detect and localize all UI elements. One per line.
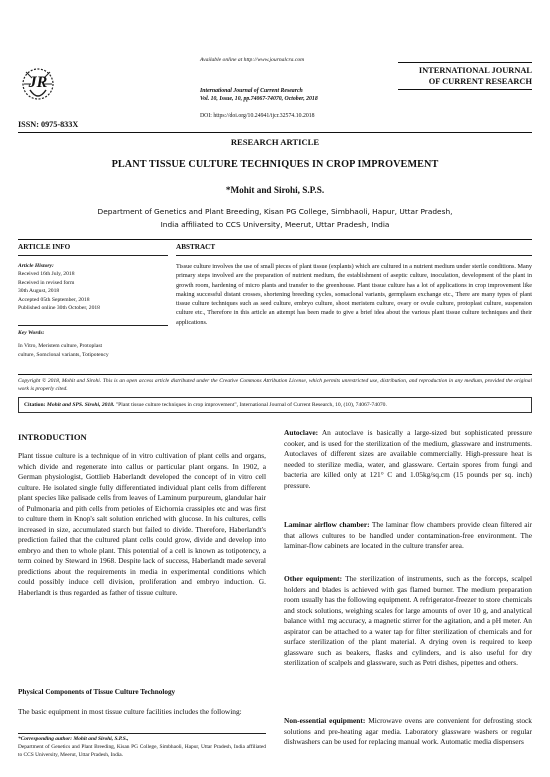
- logo-letters: JR: [28, 74, 48, 91]
- revised-label: Received in revised form: [18, 279, 75, 286]
- abstract-bottom-rule: [18, 374, 532, 375]
- abstract-text: Tissue culture involves the use of small pieces of plant tissue (explants) which are cultured in a nutrient medium under sterile conditions. Many primary steps involved are the preparation of nutrient medium, the establishment of aseptic culture, inoculation, development of the plant in growth room, hardening of micro plants and transfer to the greenhouse. Plant tissue culture has a lot of applications in crop improvement like making successful distant crosses, shortening breeding cycles, somaclonal variants, germplasm exchange etc., There are many types of plant tissue culture techniques such as seed culture, embryo culture, shoot meristem culture, ovary or ovule culture, protoplast culture, suspension culture etc., Therefore in this article an attempt has been made to give a brief idea about the various plant tissue culture techniques and their applications.: [176, 263, 532, 326]
- revised-date: 30th August, 2018: [18, 288, 60, 295]
- corresponding-author-footnote: [18, 736, 266, 759]
- paper-title: PLANT TISSUE CULTURE TECHNIQUES IN CROP IMPROVEMENT: [111, 159, 439, 170]
- laminar-text: The laminar flow chambers provide clean filtered air that allows cultures to be handled under contamination-free environment. The laminar-flow cabinets are located in the culture transfer area.: [284, 520, 533, 551]
- header-divider: [18, 132, 532, 133]
- abstract-heading: ABSTRACT: [176, 243, 216, 251]
- keywords-label: Key Words:: [18, 330, 45, 336]
- copyright-notice: Copyright © 2018, Mohit and Sirohi. This is an open access article distributed under the Creative Commons Attribution License, which permits unrestricted use, distribution, and reproduction in any medium, provided the original work is properly cited.: [18, 378, 532, 392]
- journal-box-line1: INTERNATIONAL JOURNAL: [418, 66, 532, 75]
- doi-line[interactable]: DOI: https://doi.org/10.24941/ijcr.32574.10.2018: [200, 113, 315, 119]
- physical-components-heading: Physical Components of Tissue Culture Technology: [18, 688, 176, 696]
- nonessential-paragraph: [284, 716, 532, 748]
- authors: *Mohit and Sirohi, S.P.S.: [225, 185, 325, 195]
- journal-name: International Journal of Current Research: [200, 88, 303, 94]
- nonessential-text: Microwave ovens are convenient for defrosting stock solutions and pre-heating agar media. Laboratory glassware washers or regular dishwashers can be used for replacing manual work. Automatic media dispensers: [284, 716, 532, 747]
- other-equipment-label: Other equipment:: [284, 574, 343, 583]
- footnote-affiliation: Department of Genetics and Plant Breeding, Kisan PG College, Simbhaoli, Hapur, Uttar Pradesh, India affiliated to CCS University, Meerut, Uttar Pradesh, India.: [18, 743, 266, 758]
- accepted-date: Accepted 05th September, 2018: [18, 296, 90, 303]
- footnote-author: *Corresponding author: Mohit and Sirohi, S.P.S.,: [18, 736, 129, 742]
- citation-box: [18, 397, 532, 413]
- journal-citation-line: [200, 88, 390, 103]
- article-type: RESEARCH ARTICLE: [230, 137, 320, 147]
- laminar-label: Laminar airflow chamber:: [284, 520, 370, 529]
- keywords-block: [18, 329, 168, 359]
- info-top-rule: [18, 239, 532, 240]
- published-date: Published online 30th October, 2018: [18, 304, 100, 311]
- nonessential-label: Non-essential equipment:: [284, 716, 366, 725]
- journal-name-box: [398, 62, 532, 90]
- article-info-heading: ARTICLE INFO: [18, 243, 71, 251]
- issn: ISSN: 0975-833X: [18, 120, 79, 129]
- laminar-paragraph: [284, 520, 532, 552]
- footnote-rule: [18, 733, 266, 734]
- citation-authors: Mohit and SPS. Sirohi, 2018.: [46, 402, 115, 408]
- citation-text: "Plant tissue culture techniques in crop improvement", International Journal of Current Research, 10, (10), 74067-74070.: [115, 402, 387, 408]
- journal-box-line2: OF CURRENT RESEARCH: [428, 76, 532, 86]
- history-label: Article History:: [18, 263, 54, 269]
- volume-line: Vol. 10, Issue, 10, pp.74067-74070, October, 2018: [200, 95, 318, 102]
- autoclave-paragraph: [284, 428, 532, 491]
- keywords-line1: In Vitro, Meristem culture, Protoplast: [18, 343, 103, 350]
- affiliation-line1: Department of Genetics and Plant Breeding, Kisan PG College, Simbhaoli, Hapur, Uttar Pradesh,: [97, 207, 453, 216]
- other-equipment-text: The sterilization of instruments, such as the forceps, scalpel holders and blades is achieved with gas flamed burner. The medium preparation room usually has the following equipment. A refrigerator-freezer to store chemicals and stock solutions, weighing scales for large amounts of over 10 g, and analytical balance with1 mg accuracy, a magnetic stirrer for the agitation, and a pH meter. An aspirator can be attached to a water tap for filter sterilization of chemicals and for surface sterilization of the plant material. A drying oven is required to keep glassware such as beakers, flasks and cylinders, and is also useful for dry sterilization of scalpels and glassware, such as Petri dishes, pipettes and others.: [284, 574, 533, 668]
- info-heading-rule: [18, 255, 168, 256]
- article-history: [18, 262, 168, 312]
- keywords-rule: [18, 325, 168, 326]
- autoclave-text: An autoclave is basically a large-sized but sophisticated pressure cooker, and is used for the sterilization of the medium, glassware and instruments. Autoclaves of different sizes are available commercially. High-pressure heat is needed to sterilize media, water, and glassware. Certain spores from fungi and bacteria are killed only at 121° C and 1.05kg/sq.cm (15 pounds per sq. inch) pressure.: [284, 428, 532, 490]
- physical-components-paragraph: The basic equipment in most tissue culture facilities includes the following:: [18, 707, 242, 716]
- received-date: Received 16th July, 2018: [18, 271, 75, 278]
- abstract-heading-rule: [176, 255, 532, 256]
- introduction-heading: INTRODUCTION: [18, 432, 87, 442]
- affiliation-line2: India affiliated to CCS University, Meerut, Uttar Pradesh, India: [160, 220, 390, 229]
- journal-logo: [18, 64, 58, 110]
- keywords-line2: culture, Somclonal variants, Totipotency: [18, 351, 109, 358]
- introduction-paragraph: Plant tissue culture is a technique of in vitro cultivation of plant cells and organs, which divide and regenerate into callus or particular plant organs. In 1902, a German physiologist, Gottlieb Haberlandt developed the concept of in vitro cell culture. He isolated single fully differentiated individual plant cells from different plant species like palisade cells from leaves of Laminum purpureum, glandular hair of Pulmonaria and pith cells from petioles of Eichornia crassiples etc and was first to culture them in Knop's salt solution enriched with glucose. In his cultures, cells increased in size, accumulated starch but failed to divide. Therefore, Haberlandt's prediction failed that the cultured plant cells could grow, divide and develop into embryo and then to whole plant. This potential of a cell is known as totipotency, a term coined by Steward in 1968. Despite lack of success, Haberlandt made several predictions about the requirements in media in experimental conditions which could possibly induce cell division, proliferation and embryo induction. G. Haberlandt is thus regarded as father of tissue culture.: [18, 451, 266, 597]
- other-equipment-paragraph: [284, 574, 532, 669]
- autoclave-label: Autoclave:: [284, 428, 319, 437]
- available-online: Available online at http://www.journalcra.com: [200, 57, 305, 63]
- citation-label: Citation:: [24, 402, 46, 408]
